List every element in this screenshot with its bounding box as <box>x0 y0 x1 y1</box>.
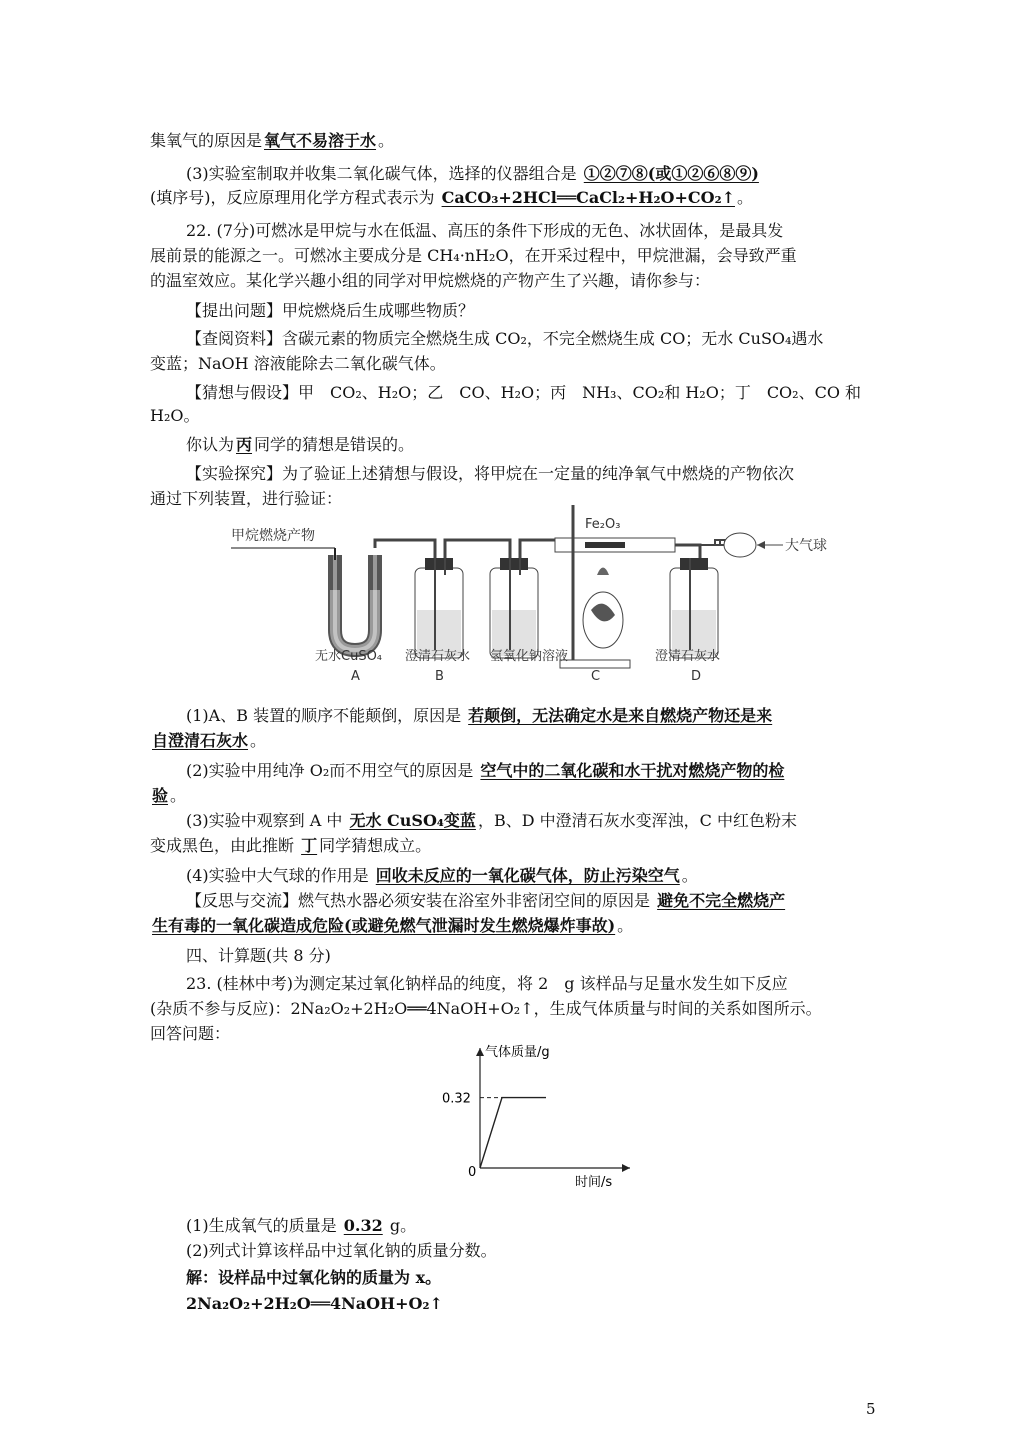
text-line <box>150 245 797 267</box>
text-run: (2)实验中用纯净 O₂而不用空气的原因是 <box>186 761 479 780</box>
text-line <box>150 270 710 292</box>
text-run: 23. (桂林中考)为测定某过氧化钠样品的纯度，将 2 g 该样品与足量水发生如下反应 <box>186 974 788 993</box>
text-run: 展前景的能源之一。可燃冰主要成分是 CH₄·nH₂O，在开采过程中，甲烷泄漏，会导致严重 <box>150 246 797 265</box>
text-line <box>186 945 331 967</box>
page-number: 5 <box>866 1400 876 1418</box>
text-line <box>150 730 266 752</box>
answer-blank: 回收未反应的一氧化碳气体，防止污染空气 <box>375 866 680 885</box>
text-run: 22. (7分)可燃冰是甲烷与水在低温、高压的条件下形成的无色、冰状固体，是最具发 <box>186 221 784 240</box>
text-run: 回答问题： <box>150 1024 231 1043</box>
text-run: 你认为 <box>186 435 235 454</box>
text-run: 。 <box>736 188 753 207</box>
text-run: 集氧气的原因是 <box>150 131 263 150</box>
text-run: (3)实验室制取并收集二氧化碳气体，选择的仪器组合是 <box>186 164 582 183</box>
text-run: 。 <box>378 131 395 150</box>
text-run: 变蓝；NaOH 溶液能除去二氧化碳气体。 <box>150 354 446 373</box>
text-line <box>186 810 797 832</box>
text-line <box>150 353 446 375</box>
text-run: (3)实验中观察到 A 中 <box>186 811 348 830</box>
text-line <box>186 705 774 727</box>
text-run: 同学的猜想是错误的。 <box>254 435 415 454</box>
answer-blank: ①②⑦⑧(或①②⑥⑧⑨) <box>583 164 759 183</box>
text-run: 。 <box>681 866 698 885</box>
label-naoh: 氢氧化钠溶液 <box>490 649 569 664</box>
text-run: 。 <box>617 916 634 935</box>
origin-label: 0 <box>468 1165 477 1180</box>
label-b: 澄清石灰水 <box>405 649 471 664</box>
answer-blank: 若颠倒，无法确定水是来自燃烧产物还是来 <box>468 706 773 725</box>
text-line <box>186 382 861 404</box>
text-run: 的温室效应。某化学兴趣小组的同学对甲烷燃烧的产物产生了兴趣，请你参与： <box>150 271 711 290</box>
letter-a: A <box>351 669 360 684</box>
letter-b: B <box>435 669 444 684</box>
text-line <box>186 760 786 782</box>
text-line <box>186 973 788 995</box>
text-line <box>186 1215 416 1237</box>
letter-d: D <box>691 669 702 684</box>
text-line <box>186 890 787 912</box>
text-line <box>150 785 186 807</box>
series-line <box>480 1098 546 1168</box>
text-run: 变成黑色，由此推断 <box>150 836 300 855</box>
answer-blank: 避免不完全燃烧产 <box>657 891 786 910</box>
answer-blank: 氧气不易溶于水 <box>264 131 377 150</box>
label-d: 澄清石灰水 <box>655 649 721 664</box>
label-a: 无水CuSO₄ <box>315 649 383 664</box>
text-run: (4)实验中大气球的作用是 <box>186 866 374 885</box>
answer-blank: 空气中的二氧化碳和水干扰对燃烧产物的检 <box>480 761 785 780</box>
text-line <box>186 328 823 350</box>
apparatus-diagram <box>225 500 845 690</box>
text-run: 同学猜想成立。 <box>319 836 432 855</box>
answer-blank: 自澄清石灰水 <box>152 731 249 750</box>
text-run: H₂O。 <box>150 406 200 425</box>
text-run: 。 <box>250 731 267 750</box>
answer-blank: 丁 <box>301 836 318 855</box>
answer-blank: 解：设样品中过氧化钠的质量为 x。 <box>186 1268 442 1287</box>
text-line <box>150 405 200 427</box>
text-line <box>186 1240 497 1262</box>
gas-mass-chart <box>420 1040 640 1190</box>
answer-blank: 生有毒的一氧化碳造成危险(或避免燃气泄漏时发生燃烧爆炸事故) <box>152 916 616 935</box>
text-line <box>186 1293 443 1315</box>
letter-c: C <box>591 669 601 684</box>
text-line <box>186 163 761 185</box>
text-run: 四、计算题(共 8 分) <box>186 946 331 965</box>
text-run: (1)生成氧气的质量是 <box>186 1216 342 1235</box>
text-run: 【实验探究】为了验证上述猜想与假设，将甲烷在一定量的纯净氧气中燃烧的产物依次 <box>186 464 795 483</box>
text-line <box>150 915 633 937</box>
answer-blank: CaCO₃+2HCl══CaCl₂+H₂O+CO₂↑ <box>441 188 735 207</box>
text-line <box>150 1023 230 1045</box>
text-line <box>186 463 794 485</box>
answer-blank: 丙 <box>236 435 253 454</box>
text-line <box>150 835 431 857</box>
y-arrow-icon <box>476 1048 484 1056</box>
x-arrow-icon <box>622 1164 630 1172</box>
text-line <box>186 865 698 887</box>
answer-blank: 0.32 <box>343 1216 383 1235</box>
text-run: 【提出问题】甲烷燃烧后生成哪些物质？ <box>186 301 475 320</box>
text-run: 【猜想与假设】甲 CO₂、H₂O；乙 CO、H₂O；丙 NH₃、CO₂和 H₂O；丁 CO₂、CO 和 <box>186 383 862 402</box>
text-line <box>186 1267 441 1289</box>
text-line <box>186 300 474 322</box>
answer-blank: 2Na₂O₂+2H₂O══4NaOH+O₂↑ <box>186 1294 443 1313</box>
text-run: g。 <box>384 1216 417 1235</box>
y-tick-label: 0.32 <box>442 1091 471 1107</box>
text-line <box>150 187 753 209</box>
text-line <box>150 998 822 1020</box>
inlet-label: 甲烷燃烧产物 <box>231 528 315 544</box>
text-line <box>150 130 394 152</box>
answer-blank: 验 <box>152 786 169 805</box>
text-run: (2)列式计算该样品中过氧化钠的质量分数。 <box>186 1241 497 1260</box>
text-run: (填序号)，反应原理用化学方程式表示为 <box>150 188 440 207</box>
text-run: 通过下列装置，进行验证： <box>150 489 343 508</box>
x-axis-label: 时间/s <box>575 1175 613 1190</box>
fe2o3-label: Fe₂O₃ <box>585 517 621 532</box>
text-run: ，B、D 中澄清石灰水变浑浊，C 中红色粉末 <box>477 811 797 830</box>
balloon-label: 大气球 <box>785 538 827 554</box>
text-run: (杂质不参与反应)：2Na₂O₂+2H₂O══4NaOH+O₂↑，生成气体质量与时间的关系如图所示。 <box>150 999 822 1018</box>
text-line <box>186 434 414 456</box>
text-line <box>186 220 783 242</box>
answer-blank: 无水 CuSO₄变蓝 <box>349 811 476 830</box>
text-run: 【查阅资料】含碳元素的物质完全燃烧生成 CO₂，不完全燃烧生成 CO；无水 CuSO₄遇水 <box>186 329 824 348</box>
text-run: 。 <box>170 786 187 805</box>
text-run: (1)A、B 装置的顺序不能颠倒，原因是 <box>186 706 467 725</box>
y-axis-label: 气体质量/g <box>485 1045 550 1060</box>
text-run: 【反思与交流】燃气热水器必须安装在浴室外非密闭空间的原因是 <box>186 891 656 910</box>
